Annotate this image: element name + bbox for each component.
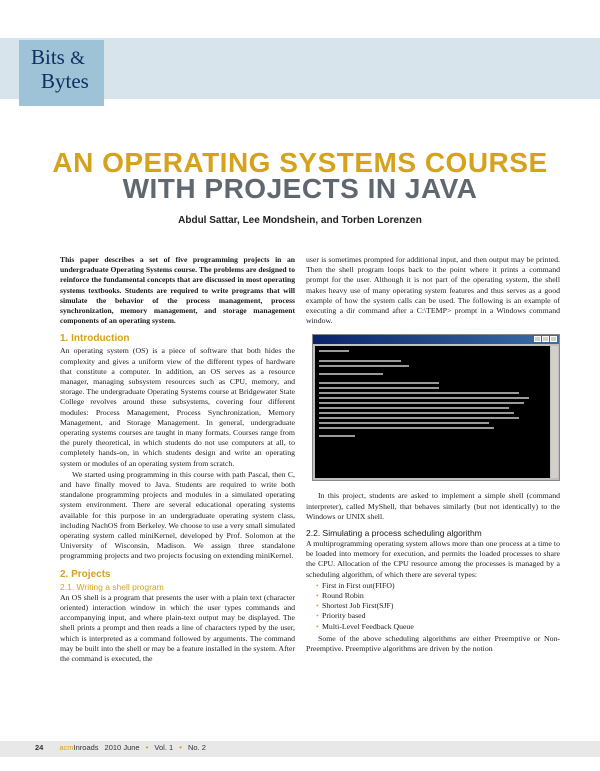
console-line xyxy=(319,360,401,362)
console-line xyxy=(319,407,509,409)
close-icon xyxy=(550,336,557,342)
abstract: This paper describes a set of five programming projects in an undergraduate Operating Systems course. The problems are designed to reinforce the fundamental concepts that are discussed in most operating systems textbooks. Students are required to write programs that will simulate the behavior of the process management, process synchronization, memory management, and storage management components of an operating system. xyxy=(60,255,295,326)
page-number: 24 xyxy=(35,743,44,752)
logo-word-bits: Bits xyxy=(31,45,65,69)
scheduling-paragraph-2: Some of the above scheduling algorithms are either Preemptive or Non-Preemptive. Preemptive algorithms are driven by the notion xyxy=(306,633,560,654)
journal-name-acm: acm xyxy=(59,743,74,752)
separator-dot: • xyxy=(179,743,182,752)
console-line xyxy=(319,373,383,375)
separator-dot: • xyxy=(145,743,149,752)
list-item: • Multi-Level Feedback Queue xyxy=(316,622,560,632)
shell-project-paragraph: In this project, students are asked to implement a simple shell (command interpreter), called MyShell, that behaves similarly (but not identically) to the Windows or UNIX shell. xyxy=(306,491,560,521)
issue-number: No. 2 xyxy=(187,743,206,752)
intro-paragraph-2: We started using programming in this course with path Pascal, then C, and have finally moved to Java. Students are required to write both standalone programming projects and modules in a simulated operating system environment. There are several educational operating systems available for this purpose in an undergraduate operating system class, including NachOS from Berkeley. We choose to use a very small simulated operating system called miniKernel, developed by Prof. Solomon at the University of Wisconsin, Madison. We assign three standalone programming projects and two projects focusing on extending miniKernel. xyxy=(60,469,295,561)
scheduling-paragraph-1: A multiprogramming operating system allows more than one process at a time to be loaded into memory for execution, and permits the loaded processes to share the CPU. Allocation of the CPU resource among the processes is managed by a scheduling algorithm, of which there are several types: xyxy=(306,539,560,579)
journal-name-inroads: Inroads xyxy=(73,743,99,752)
intro-paragraph-1: An operating system (OS) is a piece of software that both hides the complexity and gives a uniform view of the different types of hardware that constitute a computer. In addition, an OS serves as a resource manager, managing subsystem resources such as CPU, memory, and storage. The undergraduate Operating Systems course at Bridgewater State College revolves around these subsystems, covering four different modules: Process Management, Process Synchronization, Memory Management, and Storage Management. In general, undergraduate operating systems courses are taught in many formats. Courses range from the purely theoretical, in which students do not use computers at all, to completely hands-on, in which students design and write an operating system or modules of an operating system from scratch. xyxy=(60,346,295,468)
section-heading-projects: 2. Projects xyxy=(60,568,111,580)
logo-word-bytes: Bytes xyxy=(41,69,89,93)
console-line xyxy=(319,387,439,389)
command-window-screenshot xyxy=(312,334,560,481)
console-line xyxy=(319,402,524,404)
console-line xyxy=(319,397,529,399)
minimize-icon xyxy=(534,336,541,342)
console-line xyxy=(319,427,494,429)
issue-date: 2010 June xyxy=(104,743,140,752)
console-line xyxy=(319,412,514,414)
console-line xyxy=(319,350,349,352)
list-item: • First in First out(FIFO) xyxy=(316,581,560,591)
list-item: • Round Robin xyxy=(316,591,560,601)
article-authors: Abdul Sattar, Lee Mondshein, and Torben Lorenzen xyxy=(178,215,422,226)
list-item: • Shortest Job First(SJF) xyxy=(316,601,560,611)
bits-and-bytes-logo xyxy=(19,40,104,106)
shell-paragraph-1: An OS shell is a program that presents the user with a plain text (character oriented) interaction window in which the user types commands and accompanying input, and where plain-text output may be displayed. The shell prints a prompt and then reads a line of characters typed by the user, which is interpreted as a command followed by arguments. The command may be built into the shell or may be a feature installed in the system. After the command is executed, the xyxy=(60,592,295,663)
logo-ampersand: & xyxy=(70,48,85,69)
section-heading-introduction: 1. Introduction xyxy=(60,333,130,345)
scheduling-algorithm-list xyxy=(316,581,560,632)
command-window-titlebar xyxy=(313,335,559,344)
journal-name xyxy=(59,743,98,752)
console-line xyxy=(319,422,489,424)
command-window-scrollbar xyxy=(551,346,558,478)
page-footer xyxy=(35,743,206,752)
subsection-heading-scheduling: 2.2. Simulating a process scheduling algorithm xyxy=(306,528,482,539)
volume: Vol. 1 xyxy=(154,743,174,752)
console-line xyxy=(319,365,409,367)
subsection-heading-shell: 2.1. Writing a shell program xyxy=(60,581,164,592)
shell-paragraph-continued: user is sometimes prompted for additional input, and then output may be printed. Then the shell program loops back to the point where it prints a command prompt for the user. Although it is not part of the operating system, the shell makes heavy use of many operating system features and thus serves as a good example of how the system calls can be used. The following is an example of executing a dir command after a C:\TEMP> prompt in a Windows command window. xyxy=(306,255,560,326)
console-line xyxy=(319,435,355,437)
list-item: • Priority based xyxy=(316,611,560,621)
console-line xyxy=(319,392,519,394)
left-column xyxy=(60,255,295,664)
article-title-line1: AN OPERATING SYSTEMS COURSE xyxy=(52,147,548,178)
console-line xyxy=(319,417,519,419)
command-window-console xyxy=(315,346,550,478)
console-line xyxy=(319,382,439,384)
article-title-line2: WITH PROJECTS IN JAVA xyxy=(122,173,478,204)
right-column xyxy=(306,255,560,654)
maximize-icon xyxy=(542,336,549,342)
